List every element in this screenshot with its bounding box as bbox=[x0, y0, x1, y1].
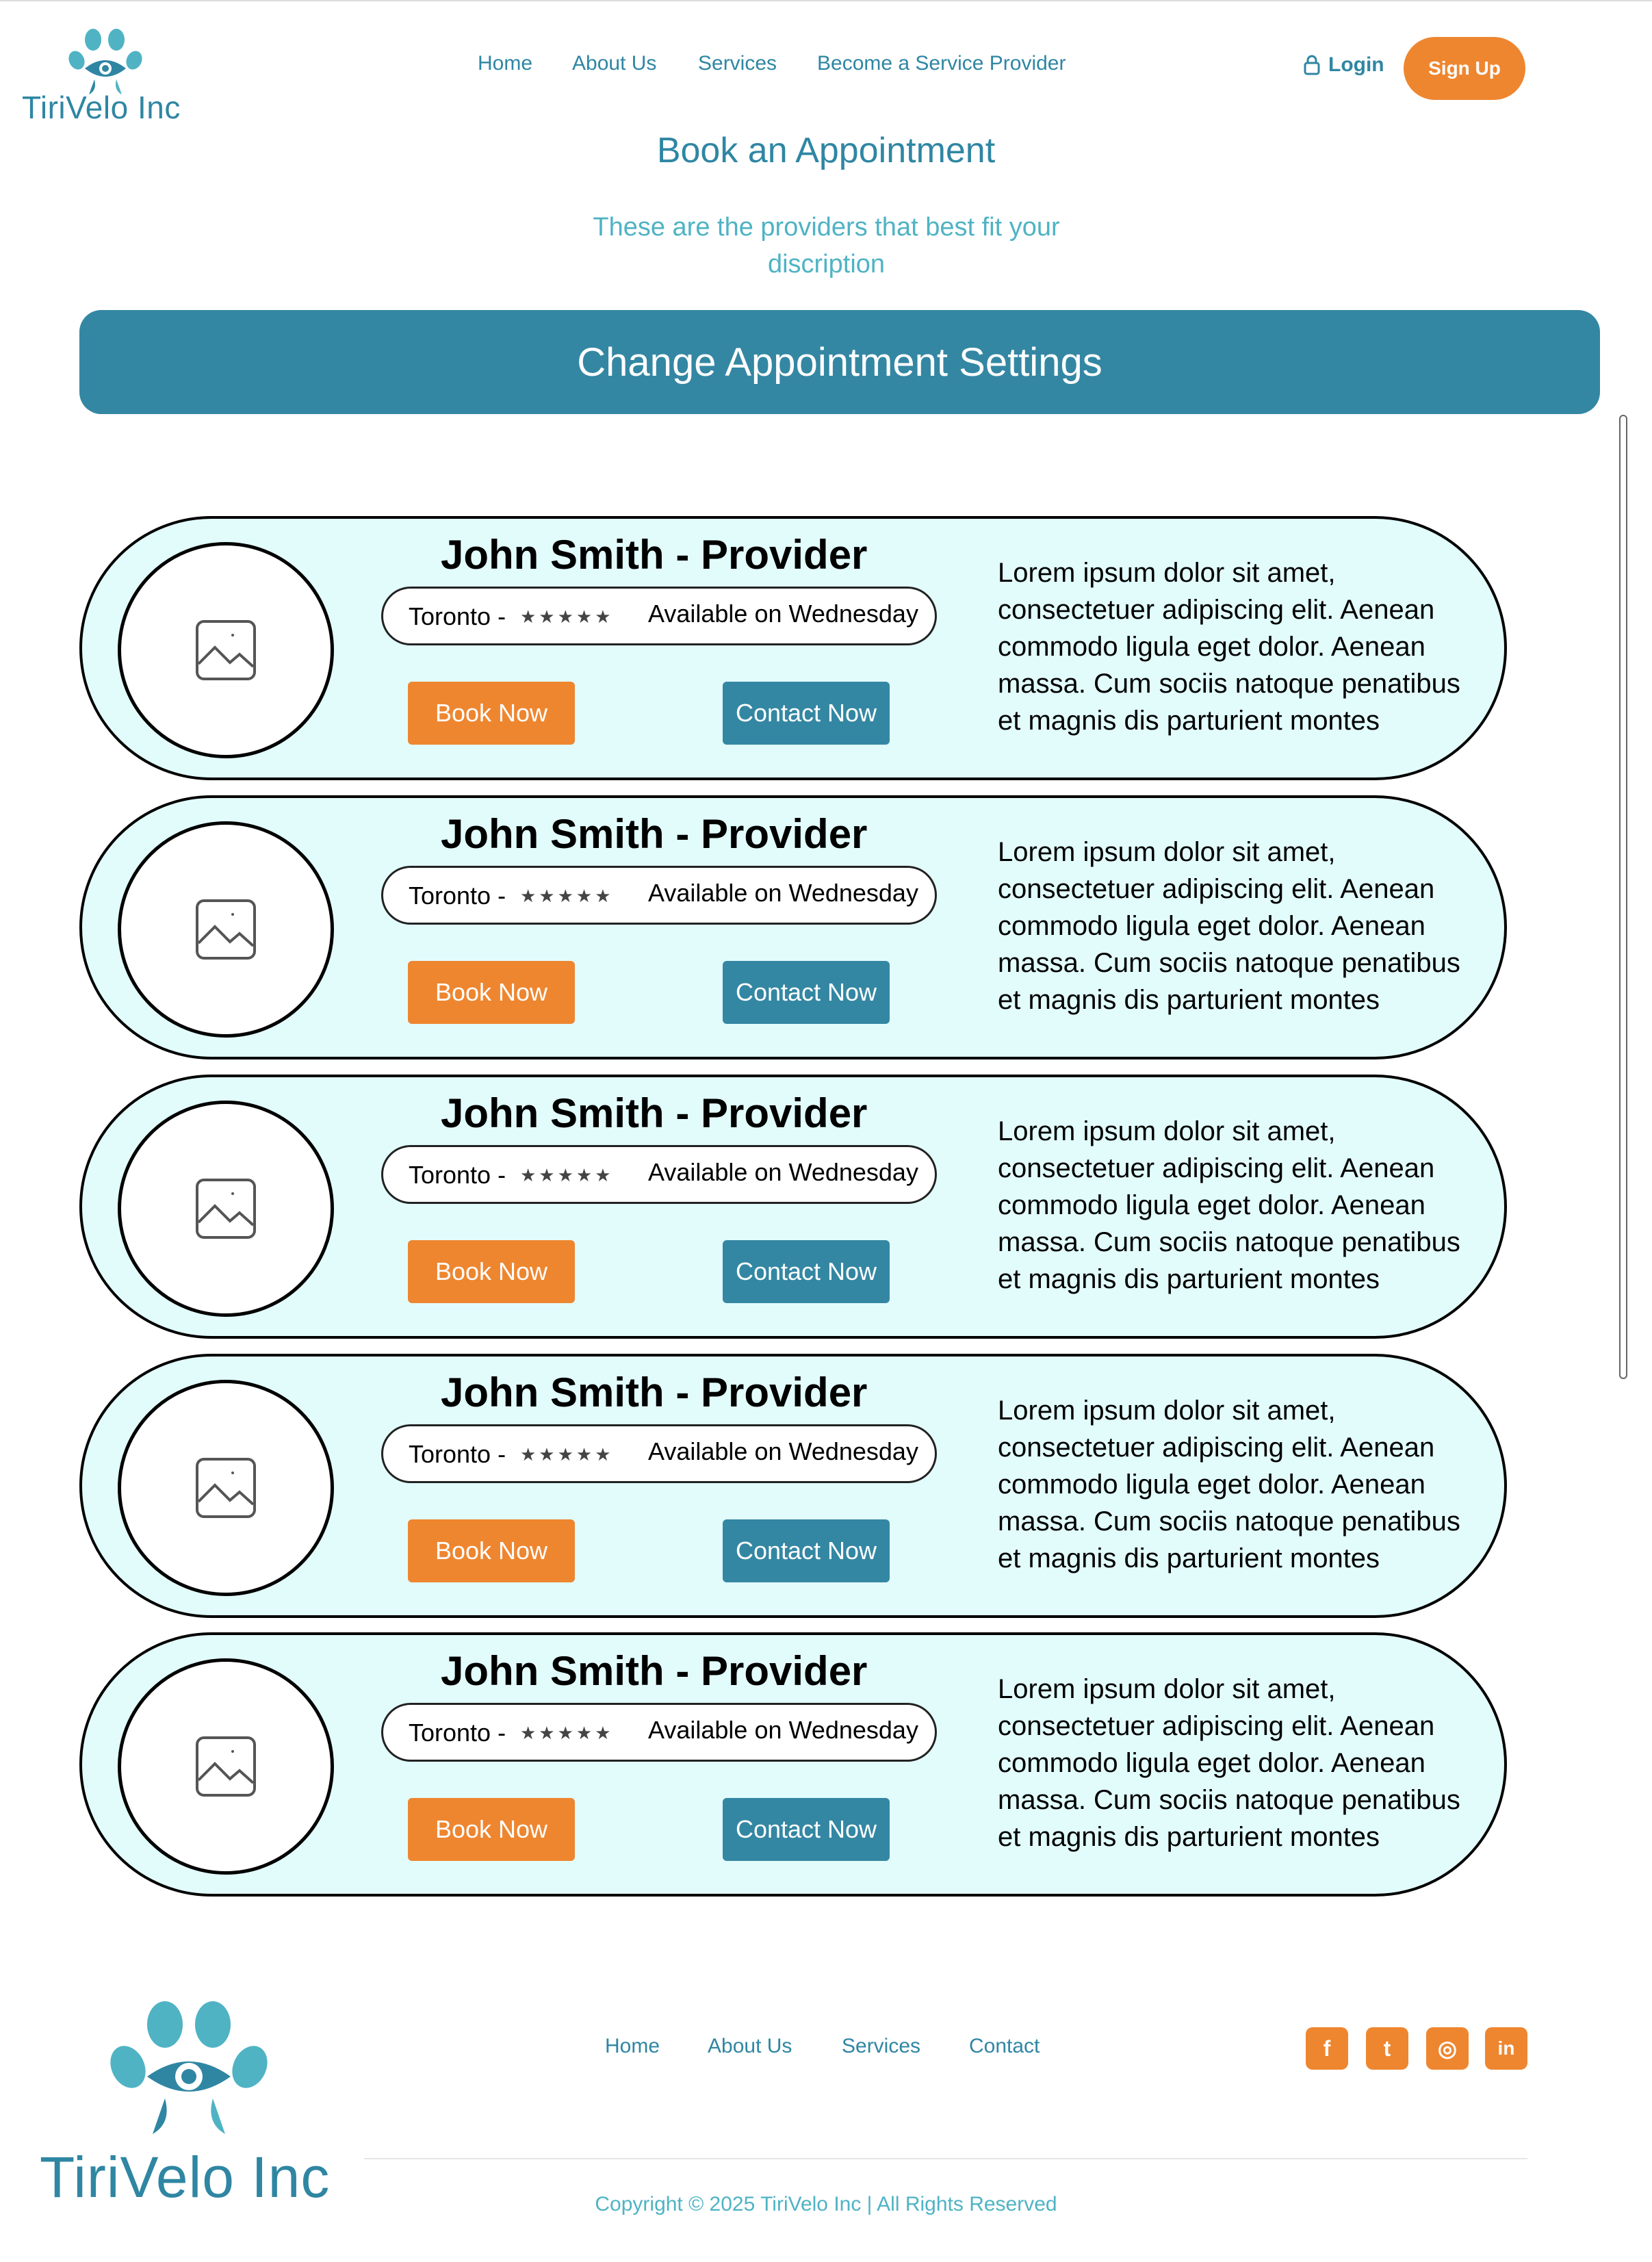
book-now-button[interactable]: Book Now bbox=[408, 1519, 575, 1582]
provider-city: Toronto - bbox=[409, 602, 506, 630]
provider-avatar bbox=[118, 1658, 334, 1875]
provider-description: Lorem ipsum dolor sit amet, consectetuer adipiscing elit. Aenean commodo ligula eget dolor. Aenean massa. Cum sociis natoque penatibus et magnis dis parturient montes bbox=[998, 1116, 1460, 1294]
footer-brand-name: TiriVelo Inc bbox=[40, 2145, 331, 2209]
image-placeholder-icon bbox=[194, 898, 257, 961]
linkedin-icon[interactable]: in bbox=[1485, 2027, 1527, 2070]
instagram-icon[interactable]: ◎ bbox=[1426, 2027, 1469, 2070]
provider-city: Toronto - bbox=[409, 1719, 506, 1747]
provider-availability: Available on Wednesday bbox=[648, 1158, 918, 1186]
provider-description: Lorem ipsum dolor sit amet, consectetuer adipiscing elit. Aenean commodo ligula eget dolor. Aenean massa. Cum sociis natoque penatibus et magnis dis parturient montes bbox=[998, 1674, 1460, 1852]
footer-nav-services[interactable]: Services bbox=[842, 2035, 921, 2057]
contact-now-button[interactable]: Contact Now bbox=[723, 1240, 890, 1303]
book-now-button[interactable]: Book Now bbox=[408, 961, 575, 1024]
nav-about-us[interactable]: About Us bbox=[572, 52, 657, 75]
image-placeholder-icon bbox=[194, 1735, 257, 1798]
provider-avatar bbox=[118, 542, 334, 758]
provider-card bbox=[79, 1075, 1507, 1339]
provider-info bbox=[381, 587, 937, 645]
provider-avatar bbox=[118, 821, 334, 1038]
footer-nav-contact[interactable]: Contact bbox=[969, 2035, 1040, 2057]
footer-divider bbox=[364, 2158, 1527, 2159]
twitter-icon[interactable]: t bbox=[1366, 2027, 1408, 2070]
provider-description: Lorem ipsum dolor sit amet, consectetuer adipiscing elit. Aenean commodo ligula eget dolor. Aenean massa. Cum sociis natoque penatibus et magnis dis parturient montes bbox=[998, 837, 1460, 1015]
scrollbar[interactable] bbox=[1619, 415, 1627, 1379]
lock-icon bbox=[1304, 55, 1320, 75]
provider-city: Toronto - bbox=[409, 882, 506, 910]
provider-info bbox=[381, 1145, 937, 1204]
provider-availability: Available on Wednesday bbox=[648, 1437, 918, 1465]
provider-info bbox=[381, 1424, 937, 1483]
image-placeholder-icon bbox=[194, 1456, 257, 1519]
provider-availability: Available on Wednesday bbox=[648, 879, 918, 907]
contact-now-button[interactable]: Contact Now bbox=[723, 1519, 890, 1582]
rating-stars-icon: ★★★★★ bbox=[520, 886, 614, 906]
provider-card bbox=[79, 516, 1507, 780]
provider-description: Lorem ipsum dolor sit amet, consectetuer adipiscing elit. Aenean commodo ligula eget dolor. Aenean massa. Cum sociis natoque penatibus et magnis dis parturient montes bbox=[998, 1396, 1460, 1573]
provider-availability: Available on Wednesday bbox=[648, 600, 918, 628]
rating-stars-icon: ★★★★★ bbox=[520, 1165, 614, 1185]
provider-info bbox=[381, 866, 937, 925]
page-subtitle: These are the providers that best fit your discription bbox=[593, 213, 1060, 279]
contact-now-button[interactable]: Contact Now bbox=[723, 961, 890, 1024]
rating-stars-icon: ★★★★★ bbox=[520, 1723, 614, 1743]
image-placeholder-icon bbox=[194, 1177, 257, 1240]
provider-availability: Available on Wednesday bbox=[648, 1716, 918, 1744]
provider-city: Toronto - bbox=[409, 1161, 506, 1189]
provider-name: John Smith - Provider bbox=[441, 811, 868, 857]
provider-avatar bbox=[118, 1101, 334, 1317]
provider-city: Toronto - bbox=[409, 1440, 506, 1468]
provider-avatar bbox=[118, 1380, 334, 1596]
nav-services[interactable]: Services bbox=[698, 52, 777, 75]
signup-button[interactable]: Sign Up bbox=[1404, 37, 1525, 100]
change-appointment-settings-button[interactable]: Change Appointment Settings bbox=[79, 310, 1600, 414]
provider-name: John Smith - Provider bbox=[441, 1648, 868, 1694]
facebook-icon[interactable]: f bbox=[1306, 2027, 1348, 2070]
image-placeholder-icon bbox=[194, 619, 257, 682]
page-title: Book an Appointment bbox=[656, 131, 996, 170]
book-now-button[interactable]: Book Now bbox=[408, 682, 575, 745]
book-now-button[interactable]: Book Now bbox=[408, 1798, 575, 1861]
provider-name: John Smith - Provider bbox=[441, 532, 868, 578]
nav-become-provider[interactable]: Become a Service Provider bbox=[817, 52, 1066, 75]
brand-name: TiriVelo Inc bbox=[22, 90, 181, 125]
provider-card bbox=[79, 1354, 1507, 1618]
login-label: Login bbox=[1328, 53, 1384, 76]
contact-now-button[interactable]: Contact Now bbox=[723, 1798, 890, 1861]
provider-card bbox=[79, 1632, 1507, 1897]
provider-card bbox=[79, 795, 1507, 1059]
footer-nav-home[interactable]: Home bbox=[605, 2035, 660, 2057]
rating-stars-icon: ★★★★★ bbox=[520, 1444, 614, 1465]
contact-now-button[interactable]: Contact Now bbox=[723, 682, 890, 745]
provider-name: John Smith - Provider bbox=[441, 1090, 868, 1136]
footer-nav-about-us[interactable]: About Us bbox=[708, 2035, 792, 2057]
provider-info bbox=[381, 1703, 937, 1762]
nav-home[interactable]: Home bbox=[478, 52, 533, 75]
provider-name: John Smith - Provider bbox=[441, 1370, 868, 1415]
login-link[interactable] bbox=[1304, 53, 1384, 77]
book-now-button[interactable]: Book Now bbox=[408, 1240, 575, 1303]
top-border bbox=[0, 0, 1652, 1]
copyright-text: Copyright © 2025 TiriVelo Inc | All Rights Reserved bbox=[595, 2193, 1057, 2215]
rating-stars-icon: ★★★★★ bbox=[520, 606, 614, 627]
provider-description: Lorem ipsum dolor sit amet, consectetuer adipiscing elit. Aenean commodo ligula eget dolor. Aenean massa. Cum sociis natoque penatibus et magnis dis parturient montes bbox=[998, 558, 1460, 736]
